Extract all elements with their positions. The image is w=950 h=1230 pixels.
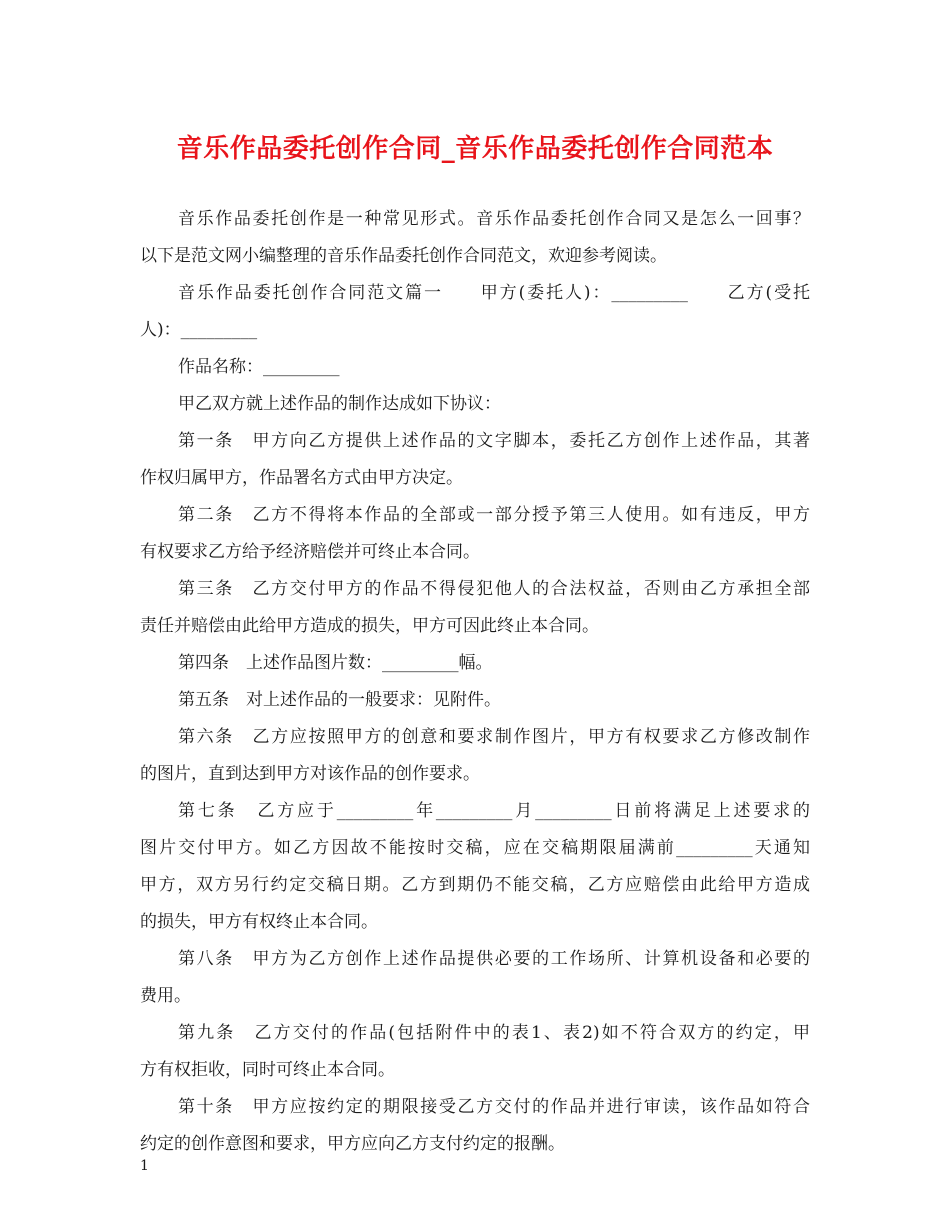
text-line: 甲方，双方另行约定交稿日期。乙方到期仍不能交稿，乙方应赔偿由此给甲方造成 bbox=[140, 875, 810, 895]
text-line: 约定的创作意图和要求，甲方应向乙方支付约定的报酬。 bbox=[140, 1134, 565, 1154]
text-line: 责任并赔偿由此给甲方造成的损失，甲方可因此终止本合同。 bbox=[140, 616, 599, 636]
document-title: 音乐作品委托创作合同_音乐作品委托创作合同范本 bbox=[176, 134, 774, 164]
text-line: 音乐作品委托创作合同范文篇一 甲方(委托人)：_________ 乙方(受托 bbox=[178, 283, 810, 303]
text-line: 第五条 对上述作品的一般要求：见附件。 bbox=[178, 690, 501, 710]
text-line: 音乐作品委托创作是一种常见形式。音乐作品委托创作合同又是怎么一回事？ bbox=[178, 209, 810, 229]
text-line: 第八条 甲方为乙方创作上述作品提供必要的工作场所、计算机设备和必要的 bbox=[178, 949, 810, 969]
text-line: 第九条 乙方交付的作品(包括附件中的表1、表2)如不符合双方的约定，甲 bbox=[178, 1023, 810, 1043]
text-line: 作权归属甲方，作品署名方式由甲方决定。 bbox=[140, 468, 463, 488]
text-line: 图片交付甲方。如乙方因故不能按时交稿，应在交稿期限届满前_________天通知 bbox=[140, 838, 810, 858]
page-number: 1 bbox=[140, 1158, 149, 1174]
text-line: 方有权拒收，同时可终止本合同。 bbox=[140, 1060, 395, 1080]
text-line: 甲乙双方就上述作品的制作达成如下协议： bbox=[178, 394, 501, 414]
text-line: 人)：_________ bbox=[140, 320, 258, 340]
text-line: 第四条 上述作品图片数：_________幅。 bbox=[178, 653, 493, 673]
text-line: 第一条 甲方向乙方提供上述作品的文字脚本，委托乙方创作上述作品，其著 bbox=[178, 431, 810, 451]
text-line: 费用。 bbox=[140, 986, 191, 1006]
text-line: 作品名称：_________ bbox=[178, 357, 340, 377]
text-line: 第三条 乙方交付甲方的作品不得侵犯他人的合法权益，否则由乙方承担全部 bbox=[178, 579, 810, 599]
text-line: 以下是范文网小编整理的音乐作品委托创作合同范文，欢迎参考阅读。 bbox=[140, 246, 667, 266]
text-line: 的损失，甲方有权终止本合同。 bbox=[140, 912, 378, 932]
text-line: 第七条 乙方应于_________年_________月_________日前将满足上述要求的 bbox=[178, 801, 810, 821]
text-line: 第十条 甲方应按约定的期限接受乙方交付的作品并进行审读，该作品如符合 bbox=[178, 1097, 810, 1117]
text-line: 第二条 乙方不得将本作品的全部或一部分授予第三人使用。如有违反，甲方 bbox=[178, 505, 810, 525]
text-line: 有权要求乙方给予经济赔偿并可终止本合同。 bbox=[140, 542, 480, 562]
text-line: 第六条 乙方应按照甲方的创意和要求制作图片，甲方有权要求乙方修改制作 bbox=[178, 727, 810, 747]
text-line: 的图片，直到达到甲方对该作品的创作要求。 bbox=[140, 764, 480, 784]
